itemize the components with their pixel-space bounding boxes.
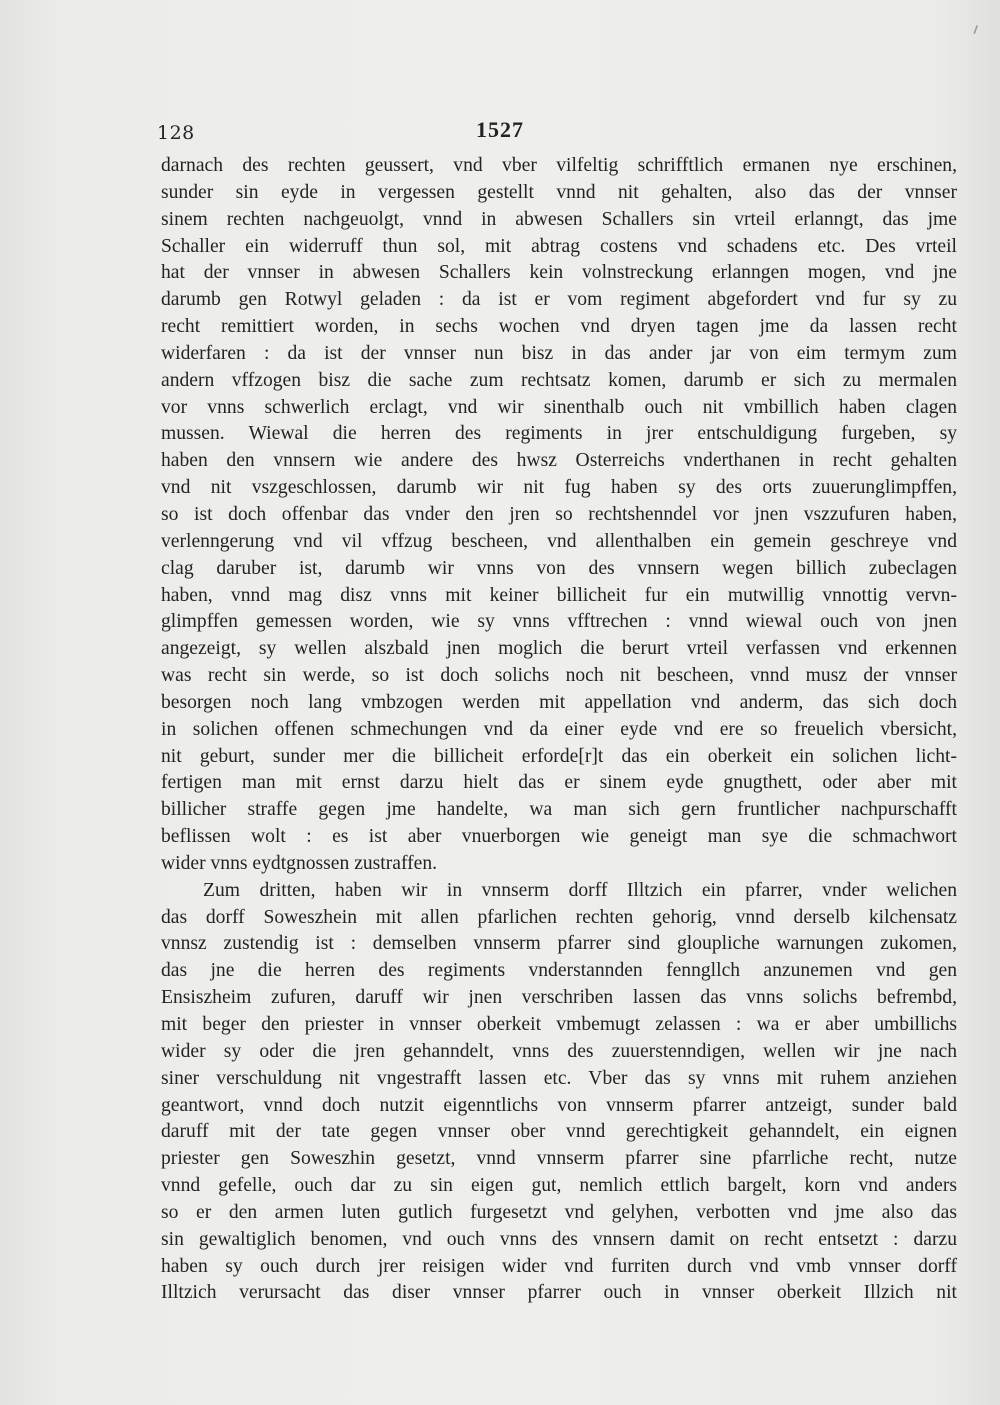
text-line: andern vffzogen bisz die sache zum rechtsatz komen, darumb er sich zu mermalen (161, 369, 957, 391)
text-line: siner verschuldung nit vngestrafft lassen etc. Vber das sy vnns mit ruhem anziehen (161, 1067, 957, 1089)
text-line: vnnd gefelle, ouch dar zu sin eigen gut, nemlich ettlich bargelt, korn vnd anders (161, 1175, 957, 1197)
text-line: mussen. Wiewal die herren des regiments in jrer entschuldigung furgeben, sy (161, 423, 957, 445)
text-line: nit geburt, sunder mer die billicheit erforde[r]t das ein oberkeit ein solichen licht- (161, 745, 957, 767)
text-line: Illtzich verursacht das diser vnnser pfarrer ouch in vnnser oberkeit Illzich nit (161, 1282, 957, 1304)
text-line: vnnsz zustendig ist : demselben vnnserm pfarrer sind gloupliche warnungen zukomen, (161, 933, 957, 955)
text-line: Ensiszheim zufuren, daruff wir jnen verschriben lassen das vnns solichs befrembd, (161, 987, 957, 1009)
page-number: 128 (157, 122, 195, 144)
text-line: beflissen wolt : es ist aber vnuerborgen wie geneigt man sye die schmachwort (161, 826, 957, 848)
text-line: verlenngerung vnd vil vffzug bescheen, vnd allenthalben ein gemein geschreye vnd (161, 530, 957, 552)
body-text (161, 153, 957, 1307)
text-line: angezeigt, sy wellen alszbald jnen moglich die berurt vrteil verfassen vnd erkennen (161, 638, 957, 660)
text-line: sinem rechten nachgeuolgt, vnnd in abwesen Schallers sin vrteil erlanngt, das jme (161, 208, 957, 230)
text-line: widerfaren : da ist der vnnser nun bisz in das ander jar von eim termym zum (161, 342, 957, 364)
text-line: das jne die herren des regiments vnderstannden fenngllch anzunemen vnd gen (161, 960, 957, 982)
text-line: haben den vnnsern wie andere des hwsz Osterreichs vnderthanen in recht gehalten (161, 450, 957, 472)
text-line: besorgen noch lang vmbzogen werden mit appellation vnd anderm, das sich doch (161, 691, 957, 713)
text-line: darumb gen Rotwyl geladen : da ist er vom regiment abgefordert vnd fur sy zu (161, 289, 957, 311)
text-line: geantwort, vnnd doch nutzit eigenntlichs von vnnserm pfarrer antzeigt, sunder bald (161, 1094, 957, 1116)
text-line: Schaller ein widerruff thun sol, mit abtrag costens vnd schadens etc. Des vrteil (161, 235, 957, 257)
corner-mark-icon: ᐟ (968, 21, 986, 48)
text-line: hat der vnnser in abwesen Schallers kein volnstreckung erlanngen mogen, vnd jne (161, 262, 957, 284)
text-line: wider vnns eydtgnossen zustraffen. (161, 852, 438, 874)
running-title: 1527 (476, 117, 524, 142)
text-line: Zum dritten, haben wir in vnnserm dorff Illtzich ein pfarrer, vnder welichen (203, 879, 957, 901)
text-line: so ist doch offenbar das vnder den jren so rechtshenndel vor jnen vszzufuren haben, (161, 503, 957, 525)
text-line: was recht sin werde, so ist doch solichs noch nit bescheen, vnnd musz der vnnser (161, 665, 957, 687)
text-line: haben sy ouch durch jrer reisigen wider vnd furriten durch vnd vmb vnnser dorff (161, 1255, 957, 1277)
text-line: priester gen Soweszhin gesetzt, vnnd vnnserm pfarrer sine pfarrliche recht, nutze (161, 1148, 957, 1170)
text-line: vnd nit vszgeschlossen, darumb wir nit fug haben sy des orts zuuerunglimpffen, (161, 477, 957, 499)
text-line: darnach des rechten geussert, vnd vber vilfeltig schrifftlich ermanen nye erschinen, (161, 155, 957, 176)
text-line: mit beger den priester in vnnser oberkeit vmbemugt zelassen : wa er aber umbillichs (161, 1014, 957, 1035)
text-line: clag daruber ist, darumb wir vnns von des vnnsern wegen billich zubeclagen (161, 557, 957, 579)
text-line: fertigen man mit ernst darzu hielt das er sinem eyde gnugthett, oder aber mit (161, 772, 957, 794)
text-line: so er den armen luten gutlich furgesetzt vnd gelyhen, verbotten vnd jme also das (161, 1201, 957, 1223)
text-line: wider sy oder die jren gehanndelt, vnns des zuuerstenndigen, wellen wir jne nach (161, 1040, 957, 1062)
text-line: vor vnns schwerlich erclagt, vnd wir sinenthalb ouch nit vmbillich haben clagen (161, 396, 957, 418)
text-line: in solichen offenen schmechungen vnd da einer eyde vnd ere so freuelich vbersicht, (161, 718, 957, 740)
text-line: sin gewaltiglich benomen, vnd ouch vnns des vnnsern damit on recht entsetzt : darzu (161, 1228, 957, 1250)
text-line: glimpffen gemessen worden, wie sy vnns vfftrechen : vnnd wiewal ouch von jnen (161, 611, 957, 633)
text-line: haben, vnnd mag disz vnns mit keiner billicheit fur ein mutwillig vnnottig vervn- (161, 584, 957, 606)
text-line: sunder sin eyde in vergessen gestellt vnnd nit gehalten, also das der vnnser (161, 181, 957, 203)
text-line: daruff mit der tate gegen vnnser ober vnnd gerechtigkeit gehanndelt, ein eignen (161, 1121, 957, 1143)
text-line: das dorff Soweszhein mit allen pfarlichen rechten gehorig, vnnd derselb kilchensatz (161, 906, 957, 928)
text-line: billicher straffe gegen jme handelte, wa man sich gern fruntlicher nachpurschafft (161, 799, 957, 821)
text-line: recht remittiert worden, in sechs wochen vnd dryen tagen jme da lassen recht (161, 316, 957, 338)
